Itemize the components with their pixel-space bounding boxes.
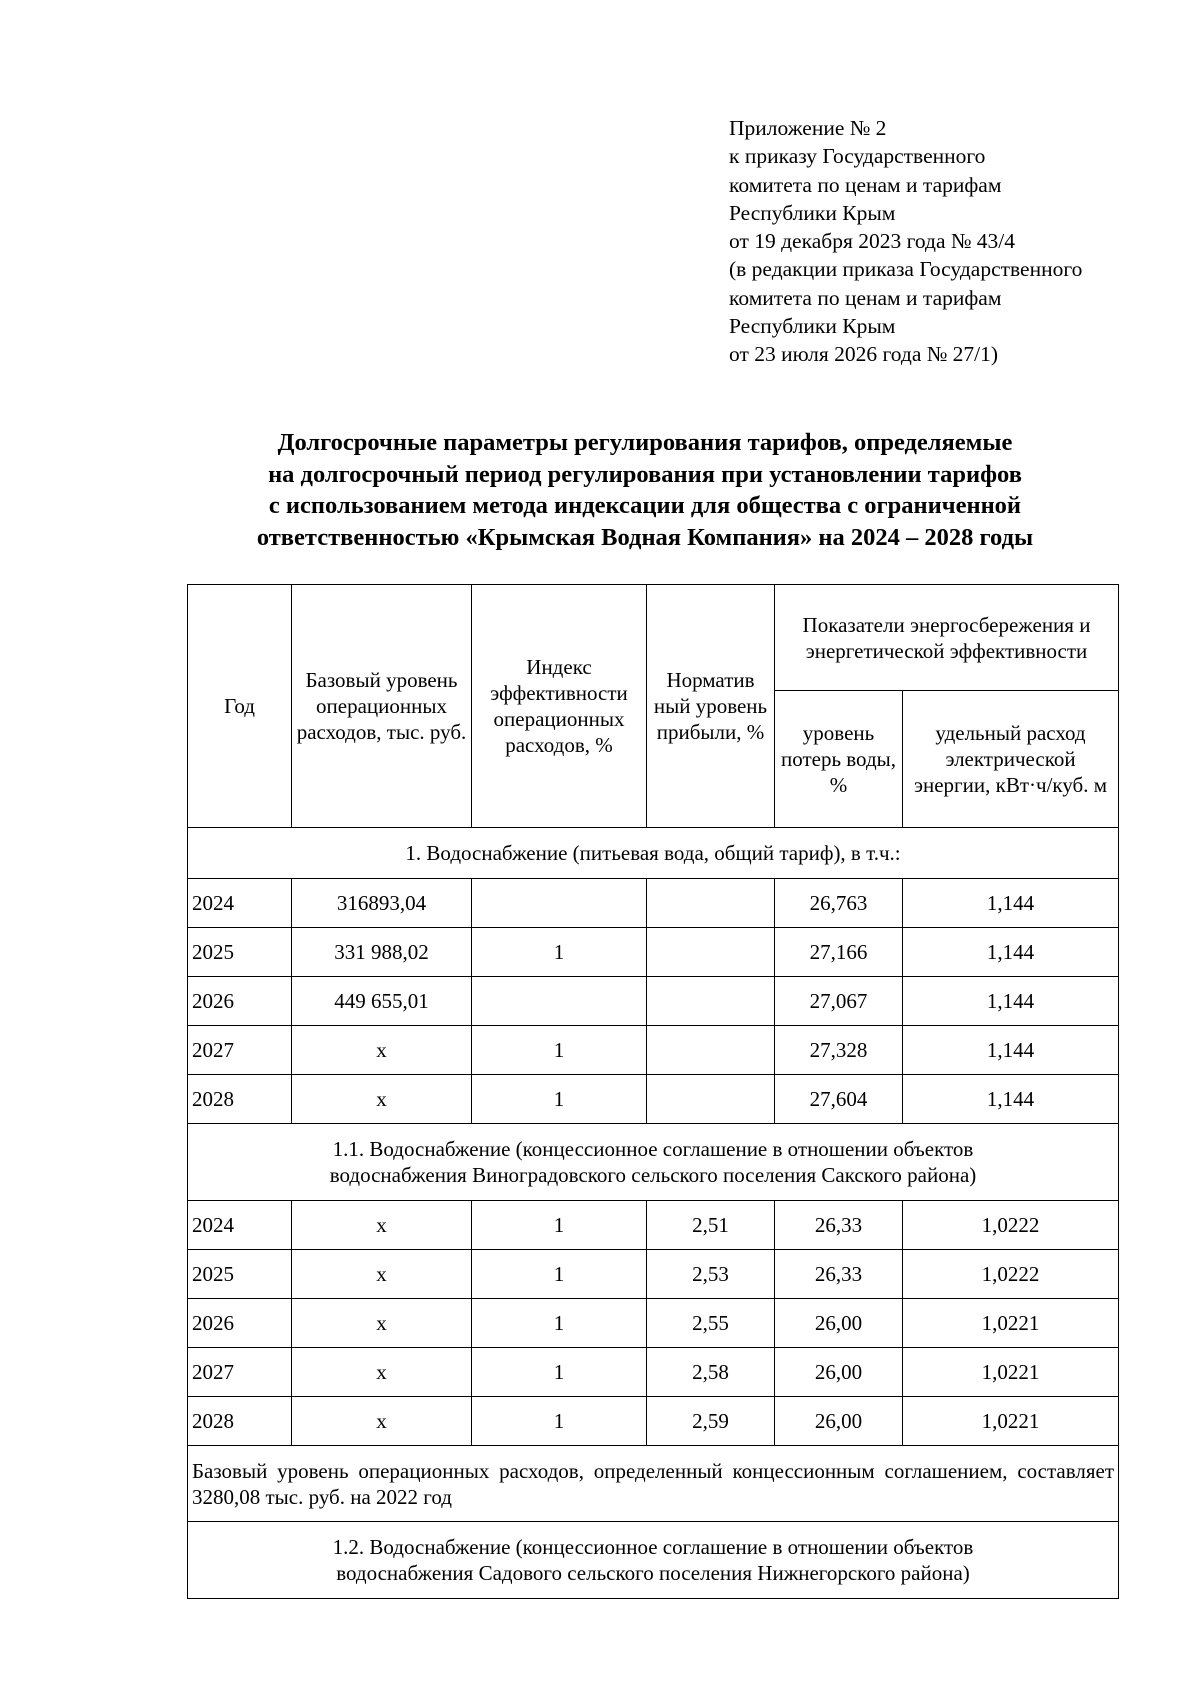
- cell-base-opex: х: [292, 1026, 472, 1075]
- appendix-line: к приказу Государственного: [729, 144, 986, 169]
- cell-energy: 1,0221: [903, 1397, 1119, 1446]
- cell-profit: [647, 977, 775, 1026]
- document-title: [180, 427, 1110, 553]
- cell-year: 2025: [188, 1250, 292, 1299]
- cell-year: 2027: [188, 1026, 292, 1075]
- cell-profit: 2,55: [647, 1299, 775, 1348]
- header-efficiency-index: Индекс эффективности операционных расходов, %: [472, 585, 647, 828]
- section-1-title: 1. Водоснабжение (питьевая вода, общий тариф), в т.ч.:: [188, 828, 1119, 879]
- cell-energy: 1,144: [903, 1075, 1119, 1124]
- appendix-line: от 19 декабря 2023 года № 43/4: [729, 229, 1015, 254]
- appendix-line: Республики Крым: [729, 314, 896, 339]
- header-profit: Норматив ный уровень прибыли, %: [647, 585, 775, 828]
- table-row: [188, 1026, 1119, 1075]
- table-row: [188, 1299, 1119, 1348]
- title-line: ответственностью «Крымская Водная Компания» на 2024 – 2028 годы: [256, 523, 1034, 551]
- cell-year: 2025: [188, 928, 292, 977]
- appendix-line: от 23 июля 2026 года № 27/1): [729, 342, 999, 367]
- appendix-line: Приложение № 2: [729, 116, 887, 140]
- cell-profit: 2,58: [647, 1348, 775, 1397]
- cell-energy: 1,0221: [903, 1299, 1119, 1348]
- cell-profit: 2,51: [647, 1201, 775, 1250]
- cell-profit: 2,53: [647, 1250, 775, 1299]
- cell-water-loss: 26,763: [775, 879, 903, 928]
- cell-efficiency-index: 1: [472, 1348, 647, 1397]
- section-1-1-title: [188, 1124, 1119, 1201]
- cell-water-loss: 26,00: [775, 1348, 903, 1397]
- header-energy-group: Показатели энергосбережения и энергетической эффективности: [775, 585, 1119, 691]
- cell-energy: 1,144: [903, 928, 1119, 977]
- cell-efficiency-index: 1: [472, 928, 647, 977]
- cell-base-opex: х: [292, 1299, 472, 1348]
- cell-water-loss: 27,166: [775, 928, 903, 977]
- cell-profit: [647, 928, 775, 977]
- cell-efficiency-index: 1: [472, 1075, 647, 1124]
- cell-base-opex: х: [292, 1397, 472, 1446]
- title-line: на долгосрочный период регулирования при установлении тарифов: [268, 460, 1022, 488]
- cell-year: 2026: [188, 977, 292, 1026]
- cell-efficiency-index: 1: [472, 1299, 647, 1348]
- cell-water-loss: 27,067: [775, 977, 903, 1026]
- cell-efficiency-index: 1: [472, 1397, 647, 1446]
- cell-profit: [647, 879, 775, 928]
- cell-profit: [647, 1075, 775, 1124]
- section-1-2-title-line: 1.2. Водоснабжение (концессионное соглашение в отношении объектов: [332, 1535, 974, 1559]
- cell-base-opex: х: [292, 1348, 472, 1397]
- cell-efficiency-index: [472, 977, 647, 1026]
- cell-water-loss: 26,00: [775, 1397, 903, 1446]
- cell-efficiency-index: 1: [472, 1250, 647, 1299]
- cell-energy: 1,144: [903, 977, 1119, 1026]
- table-row: [188, 1250, 1119, 1299]
- header-water-loss: уровень потерь воды, %: [775, 691, 903, 828]
- section-1-2-title-line: водоснабжения Садового сельского поселения Нижнегорского района): [336, 1561, 970, 1585]
- cell-energy: 1,0222: [903, 1201, 1119, 1250]
- cell-base-opex: 316893,04: [292, 879, 472, 928]
- table-row: [188, 1201, 1119, 1250]
- cell-efficiency-index: 1: [472, 1201, 647, 1250]
- cell-water-loss: 26,33: [775, 1250, 903, 1299]
- header-energy-consumption: удельный расход электрической энергии, кВт·ч/куб. м: [903, 691, 1119, 828]
- table-row: [188, 1075, 1119, 1124]
- cell-year: 2027: [188, 1348, 292, 1397]
- table-row: [188, 1348, 1119, 1397]
- title-line: Долгосрочные параметры регулирования тарифов, определяемые: [277, 429, 1013, 456]
- cell-base-opex: 449 655,01: [292, 977, 472, 1026]
- appendix-block: [729, 114, 1082, 369]
- cell-year: 2026: [188, 1299, 292, 1348]
- parameters-table: [187, 584, 1119, 1599]
- header-year: Год: [188, 585, 292, 828]
- cell-energy: 1,144: [903, 1026, 1119, 1075]
- cell-base-opex: х: [292, 1201, 472, 1250]
- section-1-1-title-line: водоснабжения Виноградовского сельского поселения Сакского района): [329, 1163, 977, 1187]
- table-header: [188, 585, 1119, 828]
- appendix-line: (в редакции приказа Государственного: [729, 257, 1083, 282]
- cell-energy: 1,0222: [903, 1250, 1119, 1299]
- cell-year: 2028: [188, 1397, 292, 1446]
- cell-year: 2028: [188, 1075, 292, 1124]
- cell-efficiency-index: 1: [472, 1026, 647, 1075]
- cell-profit: 2,59: [647, 1397, 775, 1446]
- cell-base-opex: 331 988,02: [292, 928, 472, 977]
- table-row: [188, 977, 1119, 1026]
- cell-base-opex: х: [292, 1075, 472, 1124]
- section-1-1-note: Базовый уровень операционных расходов, определенный концессионным соглашением, составляет 3280,08 тыс. руб. на 2022 год: [188, 1446, 1119, 1522]
- title-line: с использованием метода индексации для общества с ограниченной: [268, 492, 1022, 519]
- appendix-line: комитета по ценам и тарифам: [729, 285, 1002, 310]
- header-base-opex: Базовый уровень операционных расходов, тыс. руб.: [292, 585, 472, 828]
- cell-water-loss: 26,00: [775, 1299, 903, 1348]
- section-1-1-title-line: 1.1. Водоснабжение (концессионное соглашение в отношении объектов: [332, 1137, 974, 1161]
- cell-water-loss: 27,328: [775, 1026, 903, 1075]
- cell-water-loss: 27,604: [775, 1075, 903, 1124]
- table-row: [188, 879, 1119, 928]
- cell-energy: 1,144: [903, 879, 1119, 928]
- cell-year: 2024: [188, 1201, 292, 1250]
- cell-profit: [647, 1026, 775, 1075]
- section-1-2-title: [188, 1522, 1119, 1599]
- cell-water-loss: 26,33: [775, 1201, 903, 1250]
- appendix-line: комитета по ценам и тарифам: [729, 172, 1002, 197]
- cell-base-opex: х: [292, 1250, 472, 1299]
- table-row: [188, 1397, 1119, 1446]
- table-row: [188, 928, 1119, 977]
- cell-efficiency-index: [472, 879, 647, 928]
- cell-year: 2024: [188, 879, 292, 928]
- appendix-line: Республики Крым: [729, 200, 896, 225]
- cell-energy: 1,0221: [903, 1348, 1119, 1397]
